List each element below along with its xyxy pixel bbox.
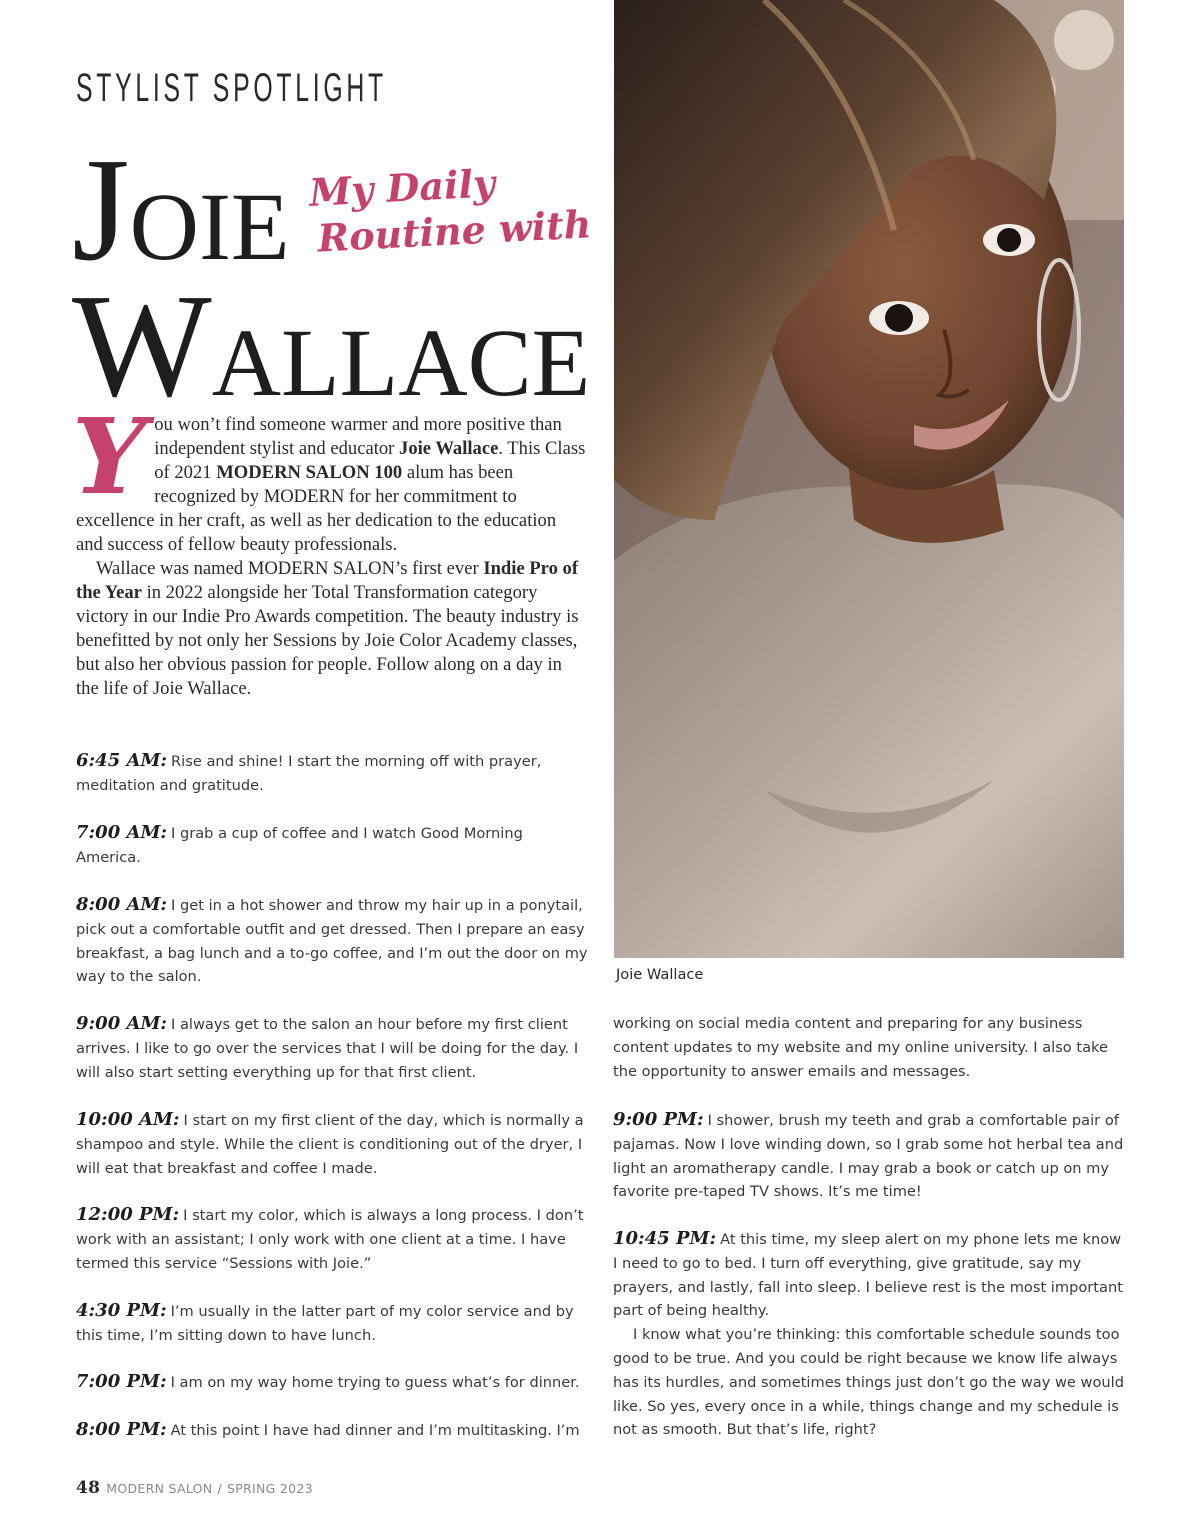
schedule-entry: 12:00 PM: I start my color, which is always a long process. I don’t work with an assistant; I only work with one client at a time. I have termed this service “Sessions with Joie.”	[76, 1204, 584, 1272]
closing-paragraph: I know what you’re thinking: this comfortable schedule sounds too good to be true. And you could be right because we know life always has its hurdles, and sometimes things just don’t go the way we would like. So yes, every once in a while, things change and my schedule is not as smooth. But that’s life, right?	[613, 1326, 1124, 1439]
schedule-entry: 4:30 PM: I’m usually in the latter part of my color service and by this time, I’m sitting down to have lunch.	[76, 1300, 574, 1344]
intro-text	[72, 395, 586, 701]
title-first-name: JOIE	[72, 128, 290, 292]
schedule-entry: 9:00 AM: I always get to the salon an hour before my first client arrives. I like to go over the services that I will be doing for the day. I will also start setting everything up for that first client.	[76, 1013, 579, 1081]
portrait-photo	[614, 0, 1124, 958]
script-line-1: My Daily	[308, 160, 497, 215]
schedule-entry: 8:00 AM: I get in a hot shower and throw my hair up in a ponytail, pick out a comfortable outfit and get dressed. Then I prepare an easy breakfast, a bag lunch and a to-go coffee, and I’m out the door on my way to the salon.	[76, 894, 588, 986]
page-number: 48	[76, 1478, 101, 1498]
schedule-entry: 10:00 AM: I start on my first client of the day, which is normally a shampoo and style. While the client is conditioning out of the dryer, I will eat that breakfast and coffee I made.	[76, 1109, 584, 1177]
schedule-entry: 8:00 PM: At this point I have had dinner and I’m multitasking. I’m	[76, 1419, 580, 1440]
drop-cap: Y	[72, 395, 147, 518]
portrait-illustration	[614, 0, 1124, 958]
schedule-entry: 7:00 AM: I grab a cup of coffee and I watch Good Morning America.	[76, 822, 523, 866]
issue-name: SPRING 2023	[226, 1481, 313, 1496]
intro-paragraph-2: Wallace was named MODERN SALON’s first ever Indie Pro of the Year in 2022 alongside her Total Transformation category victory in our Indie Pro Awards competition. The beauty industry is benefitted by not only her Sessions by Joie Color Academy classes, but also her obvious passion for people. Follow along on a day in the life of Joie Wallace.	[76, 558, 579, 699]
photo-caption: Joie Wallace	[616, 966, 704, 983]
schedule-continued: working on social media content and preparing for any business content updates to my website and my online university. I also take the opportunity to answer emails and messages.	[613, 1015, 1108, 1080]
title-script	[308, 155, 592, 262]
schedule-entry: 9:00 PM: I shower, brush my teeth and grab a comfortable pair of pajamas. Now I love winding down, so I grab some hot herbal tea and light an aromatherapy candle. I may grab a book or catch up on my favorite pre-taped TV shows. It’s me time!	[613, 1109, 1124, 1201]
script-line-2: Routine with	[316, 201, 593, 261]
publication-name: MODERN SALON	[106, 1481, 213, 1496]
schedule-entry: 6:45 AM: Rise and shine! I start the morning off with prayer, meditation and gratitude.	[76, 750, 542, 794]
schedule-entry: 10:45 PM: At this time, my sleep alert on my phone lets me know I need to go to bed. I turn off everything, give gratitude, say my prayers, and lastly, fall into sleep. I believe rest is the most important part of being healthy. I know what you’re thinking: this comfortable schedule sounds too good to be true. And you could be right because we know life always has its hurdles, and sometimes things just don’t go the way we would like. So yes, every once in a while, things change and my schedule is not as smooth. But that’s life, right?	[613, 1227, 1125, 1442]
schedule-entry: 7:00 PM: I am on my way home trying to guess what’s for dinner.	[76, 1371, 580, 1392]
page-footer: 48 MODERN SALON / SPRING 2023	[76, 1478, 313, 1498]
section-kicker: STYLIST SPOTLIGHT	[76, 66, 387, 110]
title-last-name: WALLACE	[72, 264, 591, 428]
intro-paragraph-1: You won’t find someone warmer and more positive than independent stylist and educator Joie Wallace. This Class of 2021 MODERN SALON 100 alum has been recognized by MODERN for her commitment to excellence in her craft, as well as her dedication to the education and success of fellow beauty professionals.	[72, 395, 586, 555]
